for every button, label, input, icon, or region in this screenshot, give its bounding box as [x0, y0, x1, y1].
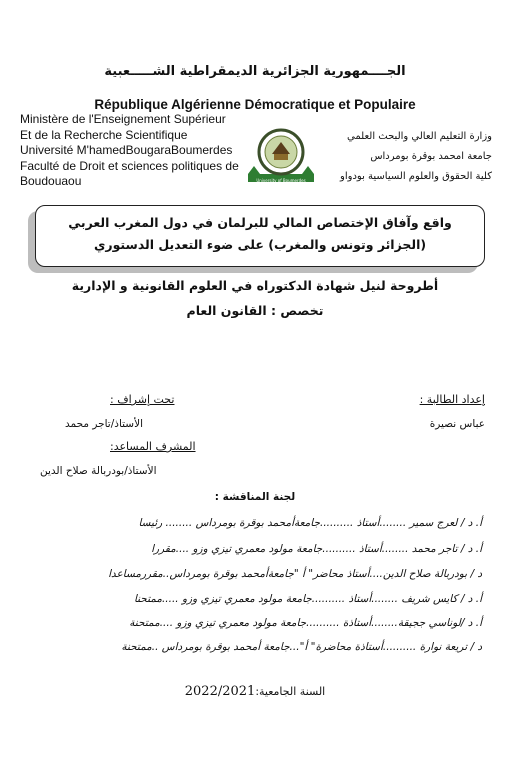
committee-title: لجنة المناقشة : — [214, 491, 296, 503]
supervision-label: تحت إشراف : — [110, 393, 175, 406]
committee-member-5: أ. د /لوناسي ججيقة........أستاذة ..........جامعة مولود معمري تيزي وزو ....ممتحنة — [129, 617, 482, 629]
committee-member-1: أ. د / لعرج سمير ........أستاذ ..........جامعةأمحمد بوقرة بومرداس ........ رئيسا — [138, 517, 482, 529]
french-institution-block — [20, 112, 239, 190]
french-line-ministry: Ministère de l'Enseignement Supérieur — [20, 112, 226, 126]
french-line-faculty: Faculté de Droit et sciences politiques de — [20, 158, 239, 173]
arabic-institution-block — [340, 127, 492, 187]
french-republic-title: République Algérienne Démocratique et Populaire — [94, 97, 416, 112]
prepared-by-label: إعداد الطالبة : — [419, 393, 485, 406]
arabic-line-university: جامعة امحمد بوقرة بومرداس — [370, 151, 492, 162]
committee-member-4: أ. د / كايس شريف ........أستاذ ..........جامعة مولود معمري تيزي وزو .....ممتحنا — [133, 593, 482, 605]
thesis-title-box — [35, 205, 485, 267]
student-name: عباس نصيرة — [429, 418, 485, 430]
logo-caption: University of Boumerdes — [256, 178, 306, 183]
thesis-title-line1: واقع وآفاق الإختصاص المالي للبرلمان في دول المغرب العربي — [68, 215, 452, 230]
arabic-republic-title: الجــــمهورية الجزائرية الديمقراطية الشـــــعبية — [104, 64, 406, 79]
university-logo — [244, 122, 318, 186]
arabic-line-faculty: كلية الحقوق والعلوم السياسية بودواو — [340, 171, 492, 182]
academic-year — [0, 684, 510, 699]
thesis-title-line2: (الجزائر وتونس والمغرب) على ضوء التعديل الدستوري — [93, 237, 427, 252]
french-line-university: Université M'hamedBougaraBoumerdes — [20, 143, 233, 157]
academic-year-label: السنة الجامعية: — [255, 685, 326, 698]
french-line-city: Boudouaou — [20, 174, 82, 188]
committee-member-3: د / بودربالة صلاح الدين....أستاذ محاضر" أ "جامعةأمحمد بوقرة بومرداس..مقررمساعدا — [108, 568, 482, 580]
assistant-supervisor-label: المشرف المساعد: — [110, 440, 196, 453]
degree-line: أطروحة لنيل شهادة الدكتوراه في العلوم القانونية و الإدارية — [71, 278, 439, 293]
committee-member-6: د / تريعة نوارة ..........أستاذة محاضرة" أ"...جامعة أمحمد بوقرة بومرداس ..ممتحنة — [121, 641, 482, 653]
committee-member-2: أ. د / تاجر محمد ........أستاذ ..........جامعة مولود معمري تيزي وزو ....مقررا — [151, 543, 482, 555]
supervisor-name: الأستاذ/تاجر محمد — [65, 418, 144, 430]
academic-year-value: 2022/2021 — [184, 684, 256, 699]
arabic-line-ministry: وزارة التعليم العالي والبحث العلمي — [347, 131, 492, 142]
specialty-line: تخصص : القانون العام — [186, 303, 324, 318]
french-line-research: Et de la Recherche Scientifique — [20, 127, 188, 142]
assistant-supervisor-name: الأستاذ/بودربالة صلاح الدين — [40, 465, 157, 477]
